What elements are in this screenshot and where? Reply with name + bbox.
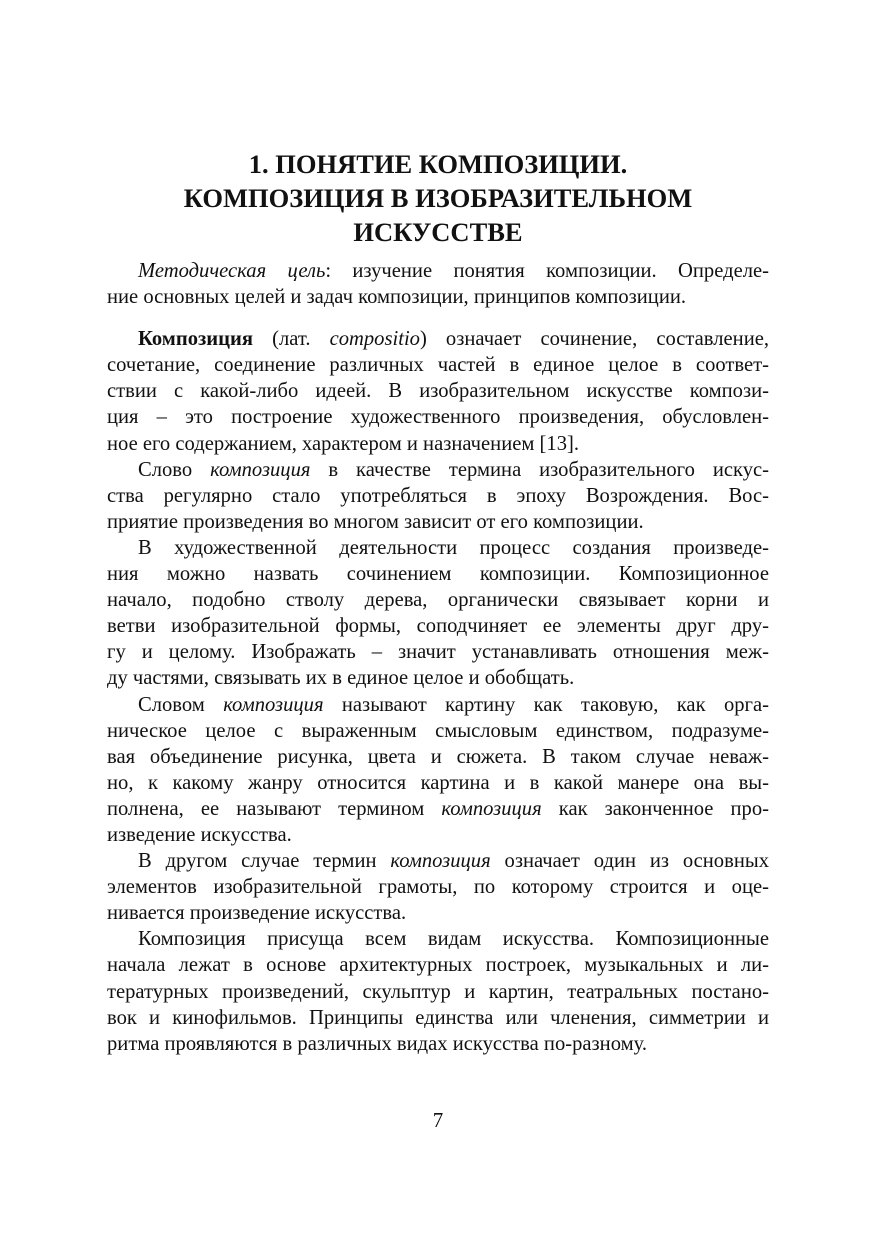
italic-term: композиция xyxy=(210,458,311,481)
text-line: приятие произведения во многом зависит от его композиции. xyxy=(107,510,644,533)
text-line: тературных произведений, скульптур и картин, театральных постано- xyxy=(107,980,769,1003)
text-line: изведение искусства. xyxy=(107,823,292,846)
text-line: элементов изобразительной грамоты, по которому строится и оце- xyxy=(107,876,769,899)
text-line: ническое целое с выраженным смысловым единством, подразуме- xyxy=(107,719,769,742)
text-line: В другом случае термин композиция означает один из основных xyxy=(138,850,769,873)
method-goal-paragraph xyxy=(107,258,769,310)
chapter-title xyxy=(80,147,796,249)
text-line: Словом композиция называют картину как таковую, как орга- xyxy=(138,693,769,716)
text-line: Методическая цель: изучение понятия композиции. Определе- xyxy=(138,260,769,282)
text-line: ния можно назвать сочинением композиции. Композиционное xyxy=(107,563,769,586)
text-line: начала лежат в основе архитектурных построек, музыкальных и ли- xyxy=(107,954,769,977)
latin-term: compositio xyxy=(329,328,420,351)
text-line: Композиция присуща всем видам искусства. Композиционные xyxy=(138,928,769,951)
text-line: начало, подобно стволу дерева, органически связывает корни и xyxy=(107,589,769,612)
text-line: но, к какому жанру относится картина и в какой манере она вы- xyxy=(107,771,769,794)
text-line: ние основных целей и задач композиции, принципов композиции. xyxy=(107,286,687,309)
italic-term: композиция xyxy=(223,693,324,716)
text-line: ства регулярно стало употребляться в эпоху Возрождения. Вос- xyxy=(107,484,769,507)
italic-term: композиция xyxy=(390,850,491,873)
text-line: ствии с какой-либо идеей. В изобразительном искусстве компози- xyxy=(107,380,769,403)
paragraph-creation xyxy=(107,535,769,692)
text-line: вая объединение рисунка, цвета и сюжета. В таком случае неваж- xyxy=(107,745,769,768)
title-line: КОМПОЗИЦИЯ В ИЗОБРАЗИТЕЛЬНОМ xyxy=(183,183,693,213)
text-line: ное его содержанием, характером и назначением [13]. xyxy=(107,432,579,455)
text-line: Слово композиция в качестве термина изобразительного искус- xyxy=(138,458,769,481)
title-line: ИСКУССТВЕ xyxy=(353,217,523,247)
text-line: ветви изобразительной формы, соподчиняет ее элементы друг дру- xyxy=(107,615,769,638)
text-line: ритма проявляются в различных видах искусства по-разному. xyxy=(107,1032,648,1055)
paragraph-definition xyxy=(107,326,769,456)
text-line: ция – это построение художественного произведения, обусловлен- xyxy=(107,406,769,429)
text-line: нивается произведение искусства. xyxy=(107,902,407,925)
text-line: гу и целому. Изображать – значит устанавливать отношения меж- xyxy=(107,641,769,664)
text-line: Композиция (лат. compositio) означает сочинение, составление, xyxy=(138,328,769,351)
text-line: ду частями, связывать их в единое целое и обобщать. xyxy=(107,667,575,690)
paragraph-renaissance xyxy=(107,457,769,535)
text-line: вок и кинофильмов. Принципы единства или членения, симметрии и xyxy=(107,1006,769,1029)
body-text xyxy=(107,258,769,1057)
page-number: 7 xyxy=(432,1108,444,1132)
italic-term: композиция xyxy=(441,797,542,820)
paragraph-all-arts xyxy=(107,926,769,1056)
paragraph-element xyxy=(107,848,769,926)
term-bold: Композиция xyxy=(138,328,254,351)
text-line: сочетание, соединение различных частей в единое целое в соответ- xyxy=(107,354,769,377)
text-line: В художественной деятельности процесс создания произведе- xyxy=(138,536,769,559)
paragraph-painting xyxy=(107,692,769,849)
goal-label: Методическая цель xyxy=(138,260,326,282)
text-line: полнена, ее называют термином композиция как законченное про- xyxy=(107,797,769,820)
title-line: 1. ПОНЯТИЕ КОМПОЗИЦИИ. xyxy=(248,149,628,179)
